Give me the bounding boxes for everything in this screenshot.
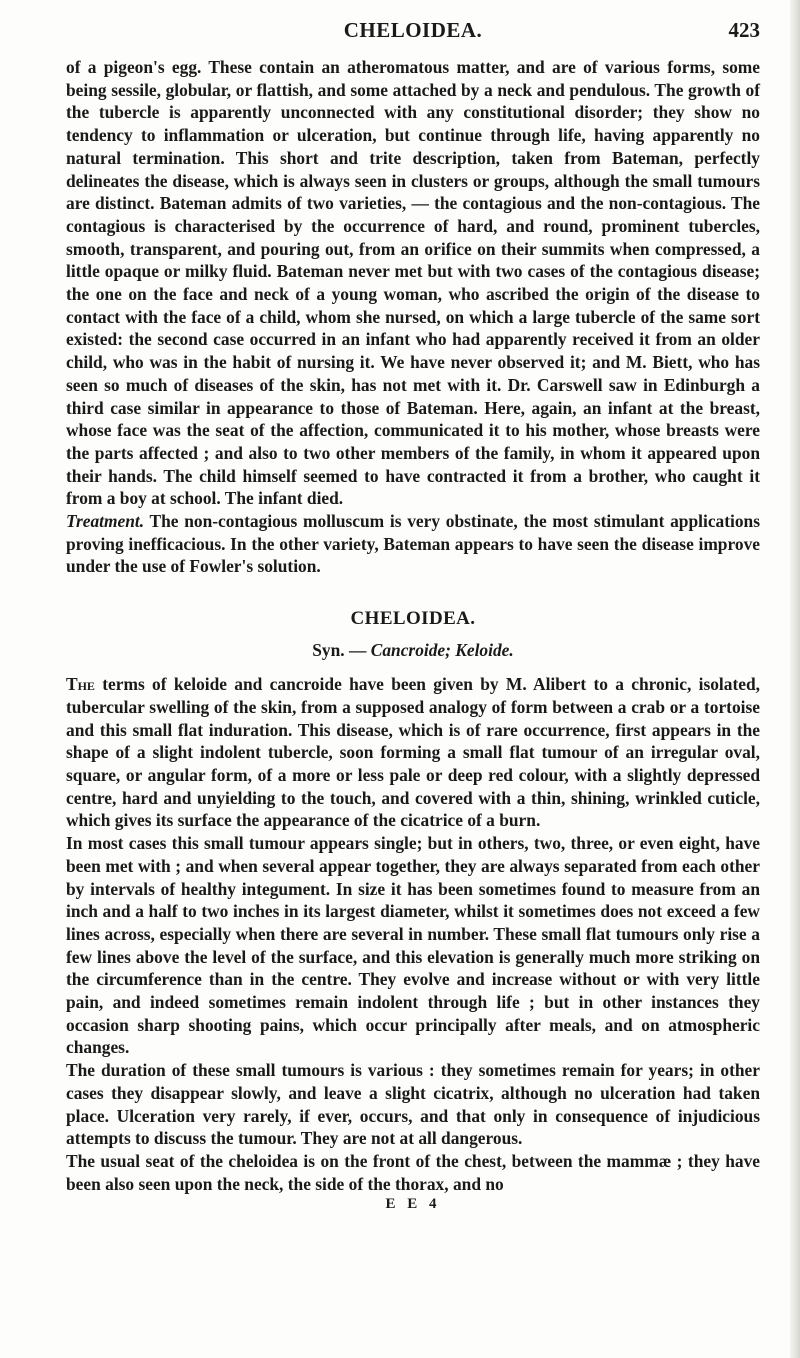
synonyms-prefix: Syn. —: [312, 640, 371, 661]
body-text: [66, 56, 760, 1213]
paragraph-molluscum-continued: of a pigeon's egg. These contain an atheromatous matter, and are of various forms, some being sessile, globular, or flattish, and some attached by a neck and pendulous. The growth of the tubercle is apparently unconnected with any constitutional disorder; they show no tendency to inflammation or ulceration, but continue through life, having apparently no natural termination. This short and trite description, taken from Bateman, perfectly delineates the disease, which is always seen in clusters or groups, although the small tumours are distinct. Bateman admits of two varieties, — the contagious and the non-contagious. The contagious is characterised by the occurrence of hard, and round, prominent tubercles, smooth, transparent, and pouring out, from an orifice on their summits when compressed, a little opaque or milky fluid. Bateman never met but with two cases of the contagious disease; the one on the face and neck of a young woman, who ascribed the origin of the disease to contact with the face of a child, whom she nursed, on which a large tubercle of the same sort existed: the second case occurred in an infant who had apparently received it from an older child, who was in the habit of nursing it. We have never observed it; and M. Biett, who has seen so much of diseases of the skin, has not met with it. Dr. Carswell saw in Edinburgh a third case similar in appearance to those of Bateman. Here, again, an infant at the breast, whose face was the seat of the affection, communicated it to his mother, whose breasts were the parts affected ; and also to two other members of the family, in whom it appeared upon their hands. The child himself seemed to have contracted it from a brother, who caught it from a boy at school. The infant died.: [66, 57, 760, 509]
synonyms-terms: Cancroide; Keloide.: [370, 640, 514, 661]
lead-word: The: [66, 674, 95, 695]
treatment-label: Treatment.: [66, 511, 145, 532]
running-title: CHELOIDEA.: [343, 18, 483, 42]
section-title: CHELOIDEA.: [350, 608, 476, 630]
page-header: [66, 18, 760, 48]
treatment-text: The non-contagious molluscum is very obstinate, the most stimulant applications proving inefficacious. In the other variety, Bateman appears to have seen the disease improve under the use of Fowler's solution.: [66, 511, 760, 577]
paragraph-seat: The usual seat of the cheloidea is on the front of the chest, between the mammæ ; they have been also seen upon the neck, the side of the thorax, and no: [66, 1150, 760, 1194]
paragraph-definition: [66, 673, 760, 832]
paragraph-duration: The duration of these small tumours is various : they sometimes remain for years; in other cases they disappear slowly, and leave a slight cicatrix, although no ulceration had taken place. Ulceration very rarely, if ever, occurs, and that only in consequence of injudicious attempts to discuss the tumour. They are not at all dangerous.: [66, 1060, 760, 1149]
synonyms-line: [66, 640, 760, 661]
paragraph-number-and-size: In most cases this small tumour appears single; but in others, two, three, or even eight, have been met with ; and when several appear together, they are always separated from each other by intervals of healthy integument. In size it has been sometimes found to measure from an inch and a half to two inches in its largest diameter, whilst it sometimes does not exceed a few lines across, especially when there are several in number. These small flat tumours only rise a few lines above the level of the surface, and this elevation is generally much more striking on the circumference than in the centre. They evolve and increase without or with very little pain, and indeed sometimes remain indolent through life ; but in other instances they occasion sharp shooting pains, which occur principally after meals, and on atmospheric changes.: [66, 833, 760, 1058]
scan-edge-shadow: [790, 0, 800, 1358]
signature-mark: E E 4: [385, 1196, 441, 1213]
definition-text: terms of keloide and cancroide have been given by M. Alibert to a chronic, isolated, tubercular swelling of the skin, from a supposed analogy of form between a crab or a tortoise and this small flat induration. This disease, which is of rare occurrence, first appears in the shape of a slight indolent tubercle, soon forming a small flat tumour of an irregular oval, square, or angular form, of a more or less pale or deep red colour, with a slightly depressed centre, hard and unyielding to the touch, and covered with a thin, shining, wrinkled cuticle, which gives its surface the appearance of the cicatrice of a burn.: [66, 674, 760, 831]
page-number: 423: [728, 18, 760, 42]
paragraph-treatment: [66, 510, 760, 578]
